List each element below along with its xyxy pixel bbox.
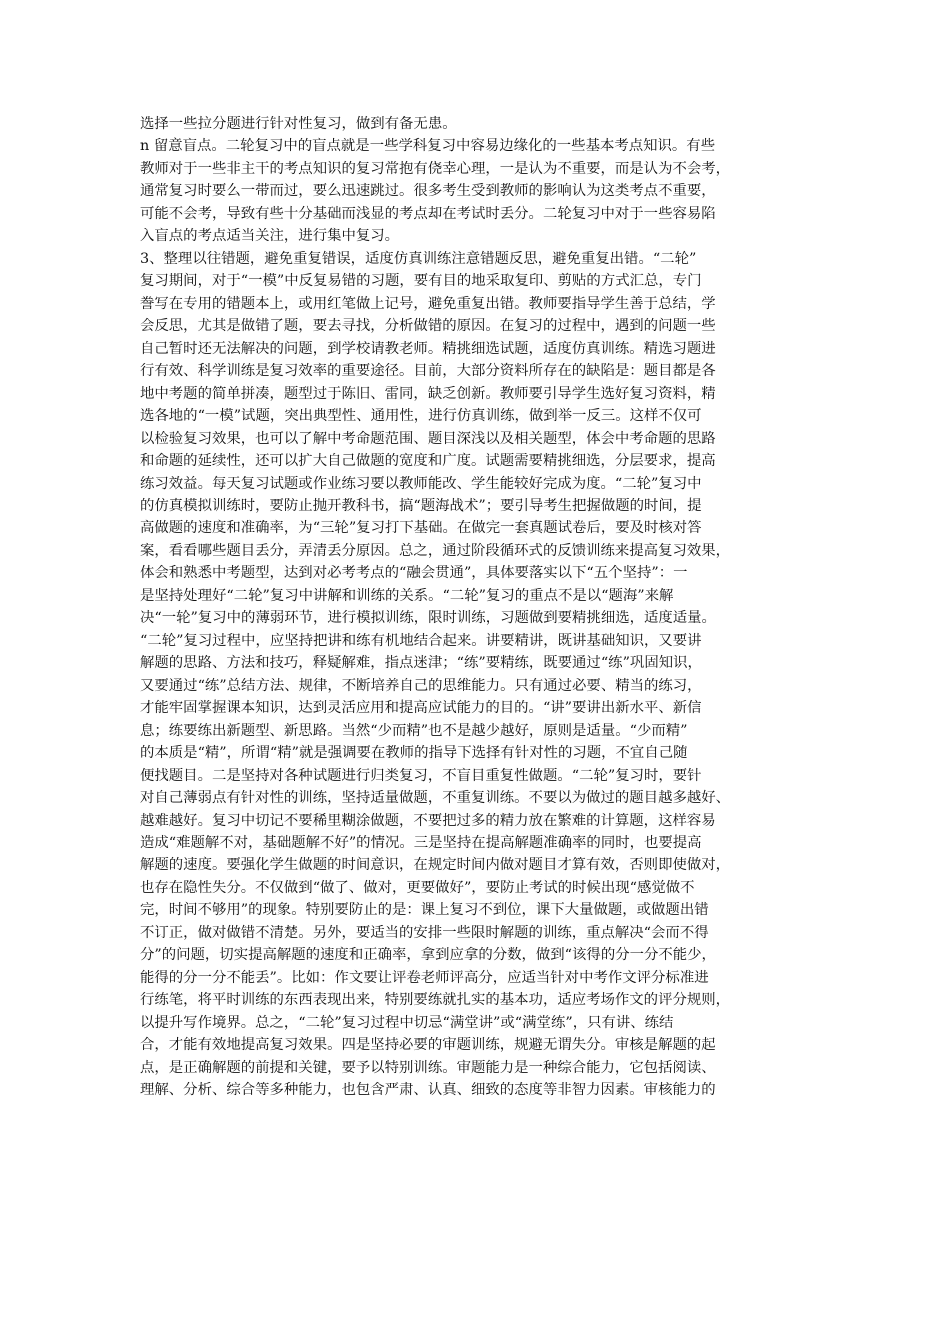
text-line: 越难越好。复习中切记不要稀里糊涂做题，不要把过多的精力放在繁难的计算题，这样容易 bbox=[140, 812, 716, 829]
text-line: 造成“难题解不对，基础题解不好”的情况。三是坚持在提高解题准确率的同时，也要提高 bbox=[140, 835, 702, 851]
text-line: 解题的速度。要强化学生做题的时间意识，在规定时间内做对题目才算有效，否则即使做对， bbox=[140, 857, 731, 874]
text-line: 自己暂时还无法解决的问题，到学校请教老师。精挑细选试题，适度仿真训练。精选习题进 bbox=[140, 340, 716, 357]
text-line: 选各地的“一模”试题，突出典型性、通用性，进行仿真训练，做到举一反三。这样不仅可 bbox=[140, 408, 702, 425]
text-line: 的仿真模拟训练时，要防止抛开教科书，搞“题海战术”；要引导考生把握做题的时间，提 bbox=[140, 497, 702, 514]
text-line: 能得的分一分不能丢”。比如：作文要让评卷老师评高分，应适当针对中考作文评分标准进 bbox=[140, 969, 709, 986]
text-line: 又要通过“练”总结方法、规律，不断培养自己的思维能力。只有通过必要、精当的练习， bbox=[140, 677, 702, 694]
text-line: 练习效益。每天复习试题或作业练习要以教师能改、学生能较好完成为度。“二轮”复习中 bbox=[140, 475, 702, 492]
text-line: 以检验复习效果，也可以了解中考命题范围、题目深浅以及相关题型，体会中考命题的思路 bbox=[140, 430, 716, 447]
text-line: 案，看看哪些题目丢分，弄清丢分原因。总之，通过阶段循环式的反馈训练来提高复习效果， bbox=[140, 542, 731, 559]
text-line: n 留意盲点。二轮复习中的盲点就是一些学科复习中容易边缘化的一些基本考点知识。有些 bbox=[140, 138, 716, 155]
text-line: 息；练要练出新题型、新思路。当然“少而精”也不是越少越好，原则是适量。“少而精” bbox=[140, 722, 688, 739]
text-line: 便找题目。二是坚持对各种试题进行归类复习，不盲目重复性做题。“二轮”复习时，要针 bbox=[140, 767, 702, 784]
text-line: 行有效、科学训练是复习效率的重要途径。目前，大部分资料所存在的缺陷是：题目都是各 bbox=[140, 363, 716, 380]
text-line: 才能牢固掌握课本知识，达到灵活应用和提高应试能力的目的。“讲”要讲出新水平、新信 bbox=[140, 700, 702, 717]
text-line: 以提升写作境界。总之，“二轮”复习过程中切忌“满堂讲”或“满堂练”，只有讲、练结 bbox=[140, 1014, 674, 1031]
text-line: 复习期间，对于“一模”中反复易错的习题，要有目的地采取复印、剪贴的方式汇总，专门 bbox=[140, 273, 702, 290]
text-line: 解题的思路、方法和技巧，释疑解难，指点迷津；“练”要精练，既要通过“练”巩固知识， bbox=[140, 655, 702, 672]
text-line: 完，时间不够用”的现象。特别要防止的是：课上复习不到位，课下大量做题，或做题出错 bbox=[140, 902, 709, 919]
text-line: 体会和熟悉中考题型，达到对必考考点的“融会贯通”，具体要落实以下“五个坚持”：一 bbox=[140, 565, 688, 582]
text-line: 誊写在专用的错题本上，或用红笔做上记号，避免重复出错。教师要指导学生善于总结，学 bbox=[140, 295, 716, 312]
text-line: 高做题的速度和准确率，为“三轮”复习打下基础。在做完一套真题试卷后，要及时核对答 bbox=[140, 520, 702, 537]
text-line: 分”的问题，切实提高解题的速度和正确率，拿到应拿的分数，做到“该得的分一分不能少， bbox=[140, 947, 716, 964]
text-line: 行练笔，将平时训练的东西表现出来，特别要练就扎实的基本功，适应考场作文的评分规则， bbox=[140, 992, 731, 1009]
text-line: 地中考题的简单拼凑，题型过于陈旧、雷同，缺乏创新。教师要引导学生选好复习资料，精 bbox=[140, 385, 716, 402]
text-line: 3、整理以往错题，避免重复错误，适度仿真训练注意错题反思，避免重复出错。“二轮” bbox=[140, 250, 697, 267]
text-line: 可能不会考，导致有些十分基础而浅显的考点却在考试时丢分。二轮复习中对于一些容易陷 bbox=[140, 205, 716, 222]
text-line: 教师对于一些非主干的考点知识的复习常抱有侥幸心理，一是认为不重要，而是认为不会考， bbox=[140, 160, 731, 177]
text-line: 的本质是“精”，所谓“精”就是强调要在教师的指导下选择有针对性的习题，不宜自己随 bbox=[140, 745, 688, 762]
text-line: 对自己薄弱点有针对性的训练，坚持适量做题，不重复训练。不要以为做过的题目越多越好、 bbox=[140, 790, 731, 807]
body-text bbox=[140, 113, 840, 1102]
text-line: 也存在隐性失分。不仅做到“做了、做对，更要做好”，要防止考试的时候出现“感觉做不 bbox=[140, 879, 695, 896]
text-line: 通常复习时要么一带而过，要么迅速跳过。很多考生受到教师的影响认为这类考点不重要， bbox=[140, 183, 716, 200]
text-line: 决“一轮”复习中的薄弱环节，进行模拟训练，限时训练，习题做到要精挑细选，适度适量。 bbox=[140, 610, 716, 627]
text-line: “二轮”复习过程中，应坚持把讲和练有机地结合起来。讲要精讲，既讲基础知识，又要讲 bbox=[140, 632, 702, 649]
text-line: 和命题的延续性，还可以扩大自己做题的宽度和广度。试题需要精挑细选，分层要求，提高 bbox=[140, 453, 716, 470]
text-line: 不订正，做对做错不清楚。另外，要适当的安排一些限时解题的训练，重点解决“会而不得 bbox=[140, 924, 709, 941]
text-line: 是坚持处理好“二轮”复习中讲解和训练的关系。“二轮”复习的重点不是以“题海”来解 bbox=[140, 587, 674, 604]
text-line: 选择一些拉分题进行针对性复习，做到有备无患。 bbox=[140, 116, 457, 132]
text-line: 点，是正确解题的前提和关键，要予以特别训练。审题能力是一种综合能力，它包括阅读、 bbox=[140, 1059, 716, 1076]
text-line: 合，才能有效地提高复习效果。四是坚持必要的审题训练，规避无谓失分。审核是解题的起 bbox=[140, 1037, 716, 1054]
text-line: 理解、分析、综合等多种能力，也包含严肃、认真、细致的态度等非智力因素。审核能力的 bbox=[140, 1082, 716, 1099]
text-line: 会反思，尤其是做错了题，要去寻找，分析做错的原因。在复习的过程中，遇到的问题一些 bbox=[140, 318, 716, 335]
text-line: 入盲点的考点适当关注，进行集中复习。 bbox=[140, 228, 400, 245]
